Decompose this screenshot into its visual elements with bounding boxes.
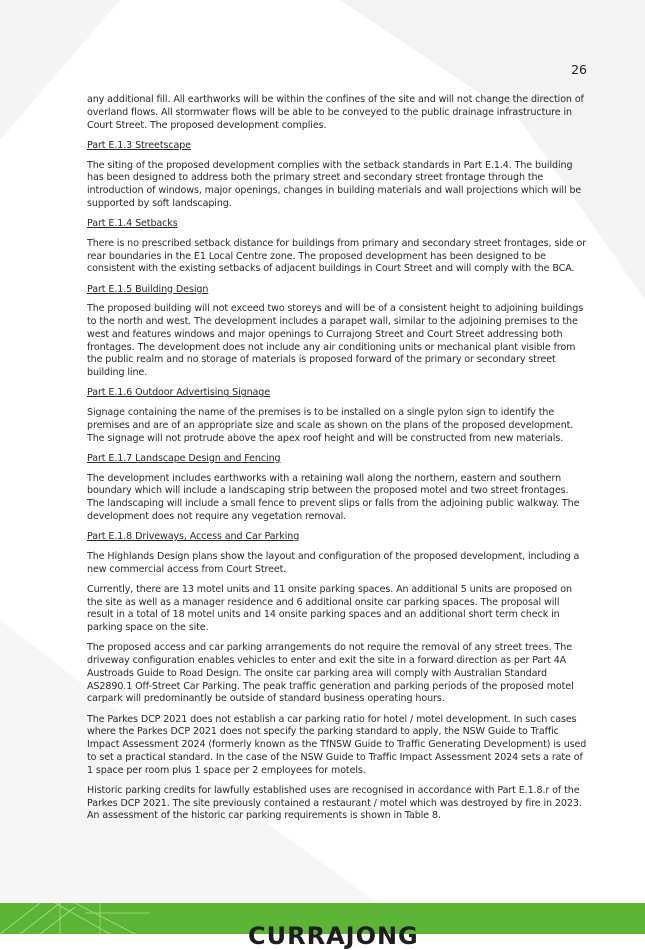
body-paragraph: The siting of the proposed development complies with the setback standards in Part E.1.4. The building has been designed to address both the primary street and secondary street frontage through the introduction of windows, major openings, changes in building materials and wall projections which will be supported by soft landscaping. xyxy=(87,159,582,209)
footer-pattern-icon xyxy=(0,903,150,934)
body-paragraph: any additional fill. All earthworks will be within the confines of the site and will not change the direction of overland flows. All stormwater flows will be able to be conveyed to the public drainage infrastructure in Court Street. The proposed development complies. xyxy=(87,94,584,131)
section-heading: Part E.1.8 Driveways, Access and Car Parking xyxy=(87,531,300,542)
body-paragraph: Signage containing the name of the premises is to be installed on a single pylon sign to identify the premises and are of an appropriate size and scale as shown on the plans of the proposed development. The signage will not protrude above the apex roof height and will be constructed from new materials. xyxy=(87,407,574,444)
footer-bar xyxy=(0,903,645,950)
section-heading: Part E.1.4 Setbacks xyxy=(87,218,178,229)
page-number: 26 xyxy=(571,62,587,77)
body-paragraph: The proposed building will not exceed two storeys and will be of a consistent height to adjoining buildings to the north and west. The development includes a parapet wall, similar to the adjoining premises to the west and features windows and major openings to Currajong Street and Court Street addressing both frontages. The development does not include any air conditioning units or mechanical plant visible from the public realm and no storage of materials is proposed forward of the primary or secondary street building line. xyxy=(87,303,584,378)
section-heading: Part E.1.3 Streetscape xyxy=(87,139,191,151)
body-paragraph: Currently, there are 13 motel units and 11 onsite parking spaces. An additional 5 units are proposed on the site as well as a manager residence and 6 additional onsite car parking spaces. The proposal will result in a total of 18 motel units and 14 onsite parking spaces and an additional short term check in parking space on the site. xyxy=(87,583,572,633)
body-paragraph: The proposed access and car parking arrangements do not require the removal of any street trees. The driveway configuration enables vehicles to enter and exit the site in a forward direction as per Part 4A Austroads Guide to Road Design. The onsite car parking area will comply with Australian Standard AS2890.1 Off-Street Car Parking. The peak traffic generation and parking periods of the proposed motel carpark will predominantly be outside of standard business operating hours. xyxy=(87,642,574,705)
body-paragraph: The Parkes DCP 2021 does not establish a car parking ratio for hotel / motel development. In such cases where the Parkes DCP 2021 does not specify the parking standard to apply, the NSW Guide to Traffic Impact Assessment 2024 (formerly known as the TfNSW Guide to Traffic Generating Development) is used to set a practical standard. In the case of the NSW Guide to Traffic Impact Assessment 2024 sets a rate of 1 space per room plus 1 space per 2 employees for motels. xyxy=(87,713,587,776)
body-paragraph: There is no prescribed setback distance for buildings from primary and secondary street frontages, side or rear boundaries in the E1 Local Centre zone. The proposed development has been designed to be consistent with the existing setbacks of adjacent buildings in Court Street and will comply with the BCA. xyxy=(87,237,587,275)
section-heading: Part E.1.6 Outdoor Advertising Signage xyxy=(87,387,271,399)
body-paragraph: The Highlands Design plans show the layout and configuration of the proposed development, including a new commercial access from Court Street. xyxy=(87,550,580,575)
section-heading: Part E.1.5 Building Design xyxy=(87,283,209,295)
body-paragraph: The development includes earthworks with a retaining wall along the northern, eastern and southern boundary which will include a landscaping strip between the proposed motel and two street frontages. The landscaping will include a small fence to prevent slips or falls from the adjoining public walkway. The development does not require any vegetation removal. xyxy=(87,472,580,522)
section-heading: Part E.1.7 Landscape Design and Fencing xyxy=(87,452,281,464)
body-paragraph: Historic parking credits for lawfully established uses are recognised in accordance with Part E.1.8.r of the Parkes DCP 2021. The site previously contained a restaurant / motel which was destroyed by fire in 2023. An assessment of the historic car parking requirements is shown in Table 8. xyxy=(87,784,582,822)
footer-logo-text: CURRAJONG xyxy=(248,922,419,950)
document-body xyxy=(87,94,587,831)
